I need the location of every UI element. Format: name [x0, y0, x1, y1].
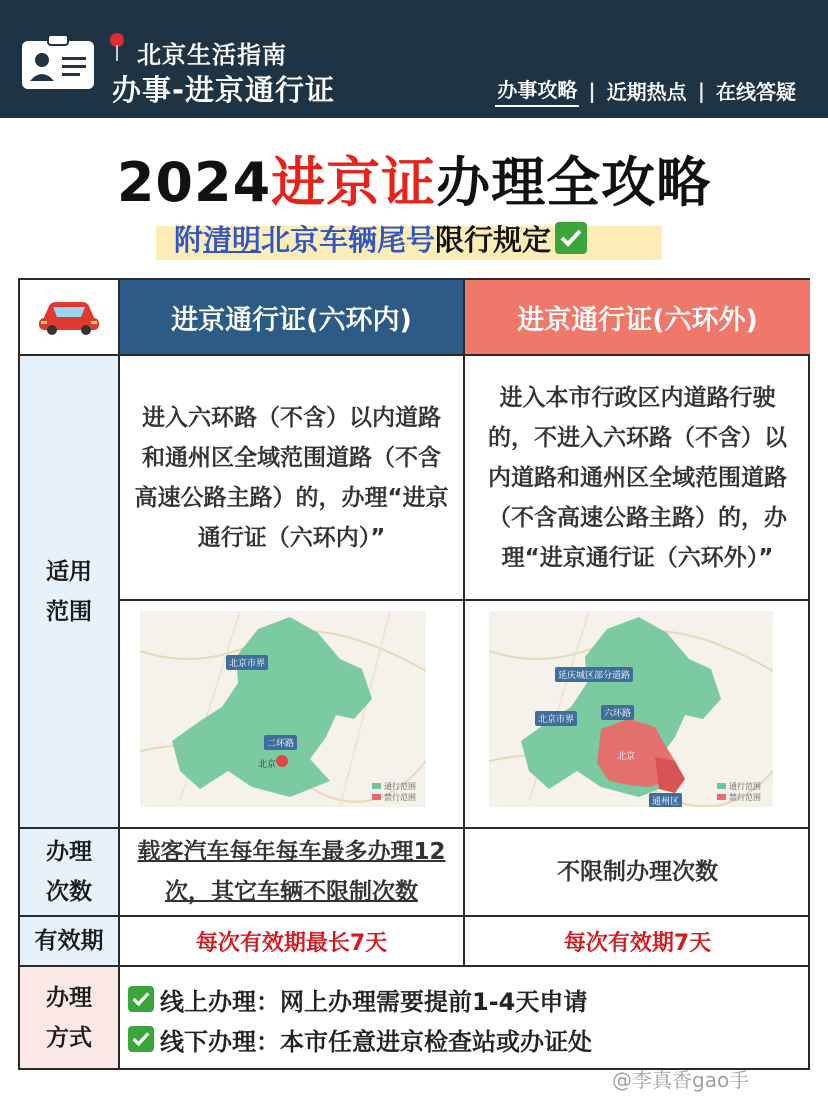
car-icon-cell — [20, 280, 120, 356]
checkmark-icon — [128, 1026, 154, 1052]
method-offline — [120, 1019, 810, 1059]
map-legend — [372, 781, 416, 803]
row-label-scope: 适用 范围 — [20, 356, 120, 829]
map-label-tongzhou: 通州区 — [649, 793, 682, 807]
checkmark-icon — [128, 986, 154, 1012]
nav-separator: | — [588, 78, 596, 103]
header-bar — [0, 0, 828, 118]
legend-restricted: 禁行范围 — [729, 793, 761, 802]
legend-restricted: 禁行范围 — [384, 793, 416, 802]
nav-separator: | — [697, 78, 705, 103]
nav-tab-guide[interactable]: 办事攻略 — [495, 74, 579, 107]
subtitle-prefix: 附 — [174, 223, 204, 257]
title-year: 2024 — [116, 151, 272, 214]
column-header-inner: 进京通行证(六环内) — [120, 280, 465, 356]
map-label-ring-road: 二环路 — [264, 735, 297, 750]
location-pin-icon — [108, 32, 126, 62]
map-outer-image — [489, 611, 773, 807]
row-label-method: 办理 方式 — [20, 967, 120, 1068]
validity-outer-text: 每次有效期7天 — [465, 917, 810, 967]
checkmark-icon — [555, 222, 587, 254]
map-label-yanqing: 延庆城区部分道路 — [555, 667, 633, 682]
row-label-times: 办理 次数 — [20, 829, 120, 917]
scope-outer-text: 进入本市行政区内道路行驶的，不进入六环路（不含）以内道路和通州区全域范围道路（不含高速公路主路）的，办理“进京通行证（六环外）” — [465, 356, 810, 601]
method-offline-text: 线下办理：本市任意进京检查站或办证处 — [160, 1027, 592, 1056]
subtitle — [174, 218, 587, 259]
nav-tab-hot[interactable]: 近期热点 — [606, 80, 687, 104]
header-nav — [495, 74, 798, 107]
map-label-city-boundary-right: 北京市界 — [535, 711, 577, 726]
map-inner-cell — [120, 601, 465, 829]
car-icon — [37, 298, 101, 336]
header-subtitle: 北京生活指南 — [137, 41, 287, 69]
subtitle-underlined: 清明 — [203, 223, 262, 257]
times-inner-text: 载客汽车每年每车最多办理12次，其它车辆不限制次数 — [137, 839, 446, 905]
method-online — [120, 979, 810, 1019]
map-label-beijing: 北京 — [258, 760, 277, 770]
row-label-validity: 有效期 — [20, 917, 120, 967]
times-outer-text: 不限制办理次数 — [465, 829, 810, 917]
header-title: 办事-进京通行证 — [112, 73, 336, 107]
legend-allowed: 通行范围 — [729, 782, 761, 791]
title-highlight: 进京证 — [271, 151, 437, 214]
title-rest: 办理全攻略 — [436, 151, 712, 214]
comparison-table — [18, 278, 810, 1070]
subtitle-rest: 限行规定 — [435, 223, 552, 257]
legend-allowed: 通行范围 — [384, 782, 416, 791]
method-online-text: 线上办理：网上办理需要提前1-4天申请 — [160, 987, 588, 1016]
map-inner-image — [140, 611, 426, 807]
nav-tab-qa[interactable]: 在线答疑 — [716, 80, 796, 104]
method-cell — [120, 967, 810, 1068]
map-label-sixth-ring: 六环路 — [601, 705, 634, 720]
page-title — [0, 140, 828, 217]
id-card-icon — [22, 33, 94, 89]
validity-inner-text: 每次有效期最长7天 — [120, 917, 465, 967]
column-header-outer: 进京通行证(六环外) — [465, 280, 810, 356]
map-legend-right — [717, 781, 761, 803]
subtitle-blue: 北京车辆尾号 — [261, 223, 436, 257]
map-label-beijing-right: 北京 — [617, 752, 636, 762]
map-label-city-boundary: 北京市界 — [226, 655, 268, 670]
scope-inner-text: 进入六环路（不含）以内道路和通州区全域范围道路（不含高速公路主路）的，办理“进京通行证（六环内）” — [120, 356, 465, 601]
watermark: @李真香gao手 — [612, 1068, 750, 1092]
subtitle-block — [156, 210, 662, 262]
map-outer-cell — [465, 601, 810, 829]
times-inner-cell — [120, 829, 465, 917]
